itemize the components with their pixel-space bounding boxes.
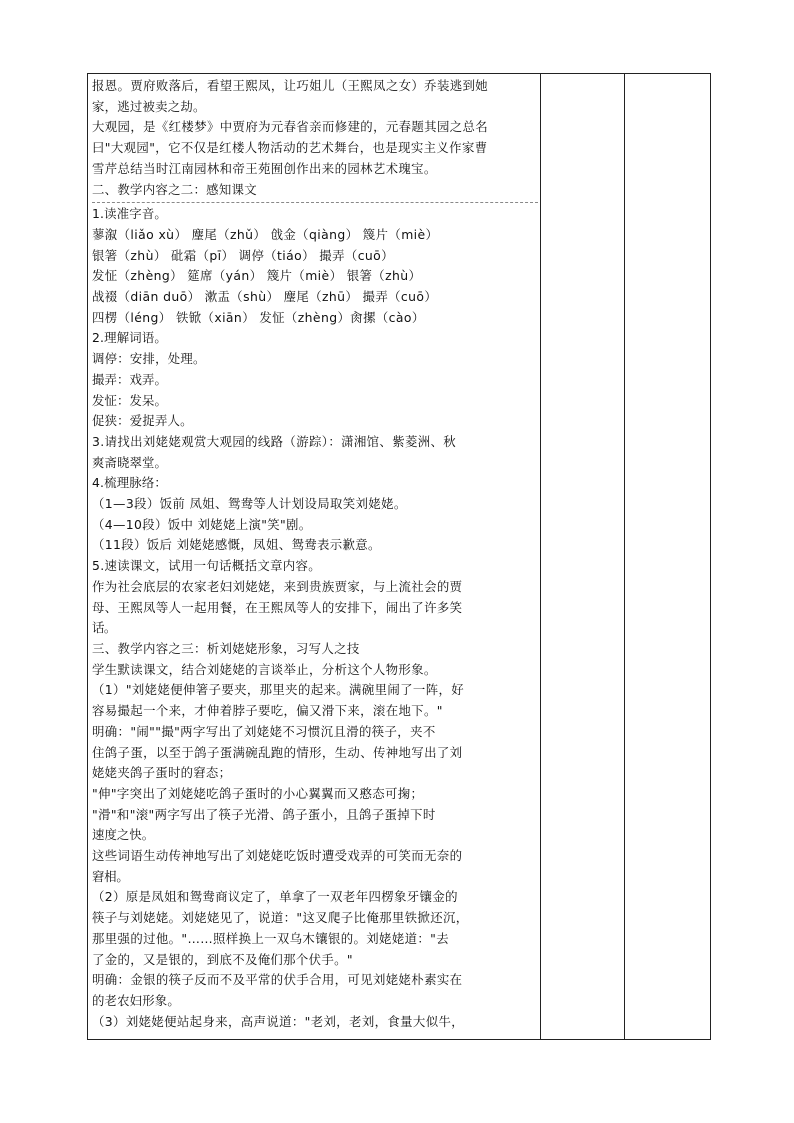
text-line: 曰"大观园"，它不仅是红楼人物活动的艺术舞台，也是现实主义作家曹 <box>92 140 488 156</box>
text-line: 住鸽子蛋，以至于鸽子蛋满碗乱跑的情形，生动、传神地写出了刘 <box>92 744 463 760</box>
teaching-content-column <box>88 74 540 1039</box>
text-line: （2）原是凤姐和鸳鸯商议定了，单拿了一双老年四楞象牙镶金的 <box>92 889 458 905</box>
text-line: （4—10段）饭中 刘姥姥上演"笑"剧。 <box>92 516 312 532</box>
text-line: （1）"刘姥姥便伸箸子要夹，那里夹的起来。满碗里闹了一阵，好 <box>92 682 465 698</box>
text-line: "滑"和"滚"两字写出了筷子光滑、鸽子蛋小，且鸽子蛋掉下时 <box>92 806 436 822</box>
text-line: 了金的，又是银的，到底不及俺们那个伏手。" <box>92 951 353 967</box>
text-line: 速度之快。 <box>92 827 155 843</box>
text-line: 大观园，是《红楼梦》中贾府为元春省亲而修建的，元春题其园之总名 <box>92 119 489 135</box>
text-line: 容易撮起一个来，才伸着脖子要吃，偏又滑下来，滚在地下。" <box>92 703 443 719</box>
text-line: 2.理解词语。 <box>92 330 167 346</box>
text-line: 作为社会底层的农家老妇刘姥姥，来到贵族贾家，与上流社会的贾 <box>92 578 463 594</box>
text-line: 这些词语生动传神地写出了刘姥姥吃饭时遭受戏弄的可笑而无奈的 <box>92 848 463 864</box>
text-line: 雪芹总结当时江南园林和帝王苑囿创作出来的园林艺术瑰宝。 <box>92 160 437 176</box>
text-line: 撮弄：戏弄。 <box>92 371 168 387</box>
text-line: 4.梳理脉络： <box>92 475 167 491</box>
text-line: 发怔（zhèng） 筵席（yán） 篾片（miè） 银箸（zhù） <box>92 268 422 284</box>
text-line: 调停：安排，处理。 <box>92 351 206 367</box>
text-line: （3）刘姥姥便站起身来，高声说道："老刘，老刘，食量大似牛， <box>92 1013 465 1029</box>
content-block-main <box>92 204 538 1032</box>
text-line: 母、王熙凤等人一起用餐，在王熙凤等人的安排下，闹出了许多笑 <box>92 599 463 615</box>
process-column <box>541 74 624 1039</box>
text-line: 窘相。 <box>92 868 129 884</box>
text-line: 那里强的过他。"……照样换上一双乌木镶银的。刘姥姥道："去 <box>92 930 449 946</box>
notes-column <box>625 74 710 1039</box>
text-line: 报恩。贾府败落后，看望王熙凤，让巧姐儿（王熙凤之女）乔装逃到她 <box>92 78 489 93</box>
text-line: 家，逃过被卖之劫。 <box>92 98 206 114</box>
text-line: "伸"字突出了刘姥姥吃鸽子蛋时的小心翼翼而又憨态可掬； <box>92 785 424 801</box>
text-line: （11段）饭后 刘姥姥感慨，凤姐、鸳鸯表示歉意。 <box>92 537 381 553</box>
text-line: 四楞（léng） 铁锨（xiān） 发怔（zhèng）肏摞（cào） <box>92 309 425 325</box>
text-line: 筷子与刘姥姥。刘姥姥见了，说道："这叉爬子比俺那里铁掀还沉， <box>92 910 469 926</box>
text-line: 5.速读课文，试用一句话概括文章内容。 <box>92 558 322 574</box>
text-line: 促狭：爱捉弄人。 <box>92 413 193 429</box>
text-line: （1—3段）饭前 凤姐、鸳鸯等人计划设局取笑刘姥姥。 <box>92 496 407 512</box>
text-line: 学生默读课文，结合刘姥姥的言谈举止，分析这个人物形象。 <box>92 661 437 677</box>
text-line: 的老农妇形象。 <box>92 992 180 1008</box>
text-line: 发怔：发呆。 <box>92 392 168 408</box>
text-line: 战裰（diān duō） 漱盂（shù） 麈尾（zhū） 撮弄（cuō） <box>92 289 438 305</box>
text-line: 1.读准字音。 <box>92 206 167 222</box>
text-line: 3.请找出刘姥姥观赏大观园的线路（游踪）：潇湘馆、紫菱洲、秋 <box>92 433 457 449</box>
text-line: 三、教学内容之三：析刘姥姥形象，习写人之技 <box>92 640 360 656</box>
text-line: 明确：金银的筷子反而不及平常的伏手合用，可见刘姥姥朴素实在 <box>92 972 463 988</box>
dashed-divider <box>92 202 538 203</box>
text-line: 爽斋晓翠堂。 <box>92 454 168 470</box>
text-line: 明确："闹""撮"两字写出了刘姥姥不习惯沉且滑的筷子，夹不 <box>92 723 436 739</box>
text-line: 蓼溆（liǎo xù） 麈尾（zhǔ） 戗金（qiàng） 篾片（miè） <box>92 226 439 242</box>
text-line: 银箸（zhù） 砒霜（pī） 调停（tiáo） 撮弄（cuō） <box>92 247 394 263</box>
text-line: 姥姥夹鸽子蛋时的窘态； <box>92 765 232 781</box>
text-line: 二、教学内容之二：感知课文 <box>92 181 257 197</box>
text-line: 话。 <box>92 620 116 636</box>
lesson-plan-table <box>87 73 711 1040</box>
content-block-intro <box>92 76 538 200</box>
